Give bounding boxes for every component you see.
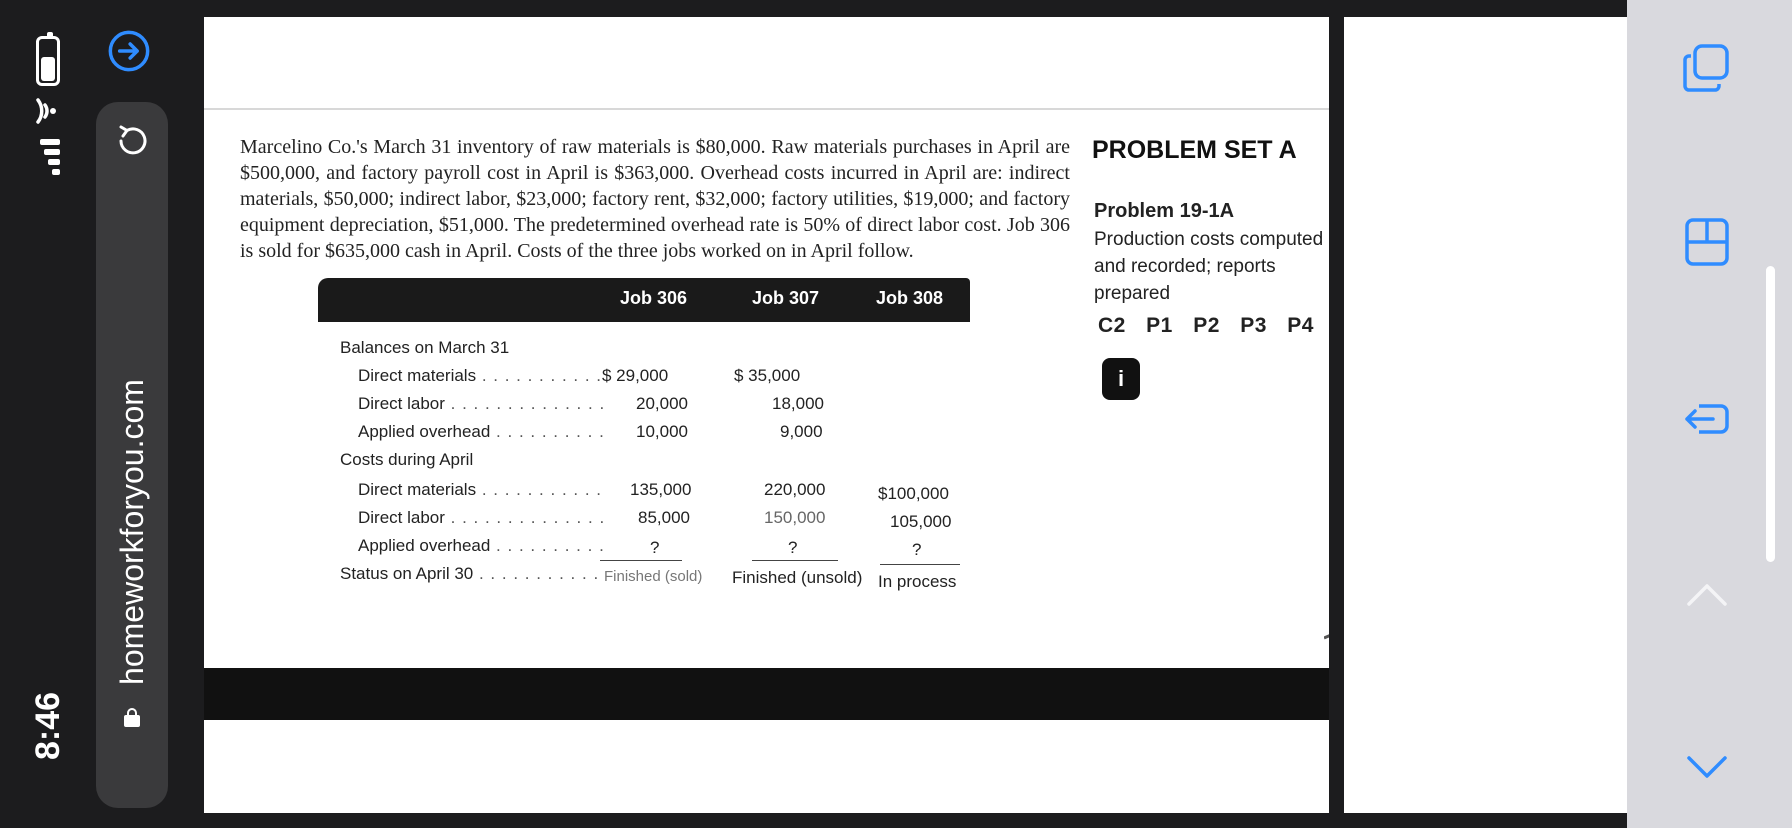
table-cell: 135,000	[630, 480, 692, 499]
problem-number: Problem 19-1A	[1094, 200, 1235, 222]
row-label: Applied overhead . . . . . . . . . .	[358, 422, 605, 441]
go-forward-icon[interactable]	[108, 30, 150, 72]
table-cell: $ 29,000	[602, 366, 669, 385]
chevron-up-icon[interactable]	[1677, 566, 1737, 626]
lock-icon	[122, 708, 142, 728]
balances-label: Balances on March 31	[340, 338, 510, 357]
row-label-text: Applied overhead	[358, 422, 491, 441]
row-label-text: Applied overhead	[358, 536, 491, 555]
table-cell: 105,000	[890, 512, 952, 531]
status-label: Status on April 30	[340, 564, 474, 583]
page-canvas-right	[1344, 17, 1627, 813]
scrollbar[interactable]	[1766, 266, 1775, 562]
chevron-down-icon[interactable]	[1677, 736, 1737, 796]
table-cell: 9,000	[780, 422, 823, 441]
row-label: Direct materials . . . . . . . . . . .	[358, 480, 603, 499]
learning-objective-codes: C2 P1 P2 P3 P4	[1098, 314, 1314, 337]
problem-paragraph: Marcelino Co.'s March 31 inventory of raw materials is $80,000. Raw materials purchases in April are $500,000, and factory payroll cost in April is $363,000. Overhead costs incurred in April are: indirect materials, $50,000; indirect labor, $23,000; factory rent, $32,000; factory utilities, $19,000; and factory equipment depreciation, $51,000. The predetermined overhead rate is 50% of direct labor cost. Job 306 is sold for $635,000 cash in April. Costs of the three jobs worked on in April follow.	[240, 136, 1070, 262]
table-cell: ?	[788, 538, 798, 557]
status-bar	[0, 0, 96, 828]
table-cell: 18,000	[772, 394, 824, 413]
problem-description: Production costs computed and recorded; reports prepared	[1094, 229, 1324, 304]
row-label-text: Direct labor	[358, 508, 445, 527]
page-fold-decoration	[1324, 628, 1329, 668]
row-label: Direct labor . . . . . . . . . . . . . .	[358, 508, 606, 527]
header-job-307: Job 307	[752, 288, 820, 308]
signal-icon	[38, 137, 62, 177]
table-cell: Finished (sold)	[604, 568, 703, 585]
table-cell: Finished (unsold)	[732, 568, 863, 587]
row-label: Direct materials . . . . . . . . . . .	[358, 366, 603, 385]
table-cell: $100,000	[878, 484, 949, 503]
problem-set-heading: PROBLEM SET A	[1092, 136, 1297, 164]
row-label: Direct labor . . . . . . . . . . . . . .	[358, 394, 606, 413]
document-scan	[204, 108, 1329, 720]
table-cell: 85,000	[638, 508, 690, 527]
table-cell: 10,000	[636, 422, 688, 441]
costs-label: Costs during April	[340, 450, 474, 469]
table-cell: ?	[650, 538, 660, 557]
table-cell: ?	[912, 540, 922, 559]
wifi-icon	[34, 92, 64, 128]
table-cell: 220,000	[764, 480, 826, 499]
reload-icon[interactable]	[108, 118, 154, 164]
table-cell: In process	[878, 572, 957, 591]
row-label-text: Direct materials	[358, 480, 477, 499]
page-shadow	[204, 668, 1329, 720]
table-header	[318, 278, 970, 322]
bookmarks-icon[interactable]	[1677, 212, 1737, 272]
tabs-icon[interactable]	[1677, 38, 1737, 98]
url-text[interactable]: homeworkforyou.com	[114, 379, 150, 685]
table-cell: 20,000	[636, 394, 688, 413]
battery-icon	[36, 36, 60, 86]
info-icon: i	[1102, 358, 1140, 400]
header-job-306: Job 306	[620, 288, 688, 308]
row-label-text: Direct labor	[358, 394, 445, 413]
clock: 8:46	[29, 691, 67, 761]
row-label-text: Direct materials	[358, 366, 477, 385]
address-bar[interactable]	[96, 102, 168, 808]
row-label: Status on April 30 . . . . . . . . . . .	[340, 564, 600, 583]
table-cell: 150,000	[764, 508, 826, 527]
header-job-308: Job 308	[876, 288, 944, 308]
share-icon[interactable]	[1677, 388, 1737, 448]
table-cell: $ 35,000	[734, 366, 801, 385]
row-label: Applied overhead . . . . . . . . . .	[358, 536, 605, 555]
